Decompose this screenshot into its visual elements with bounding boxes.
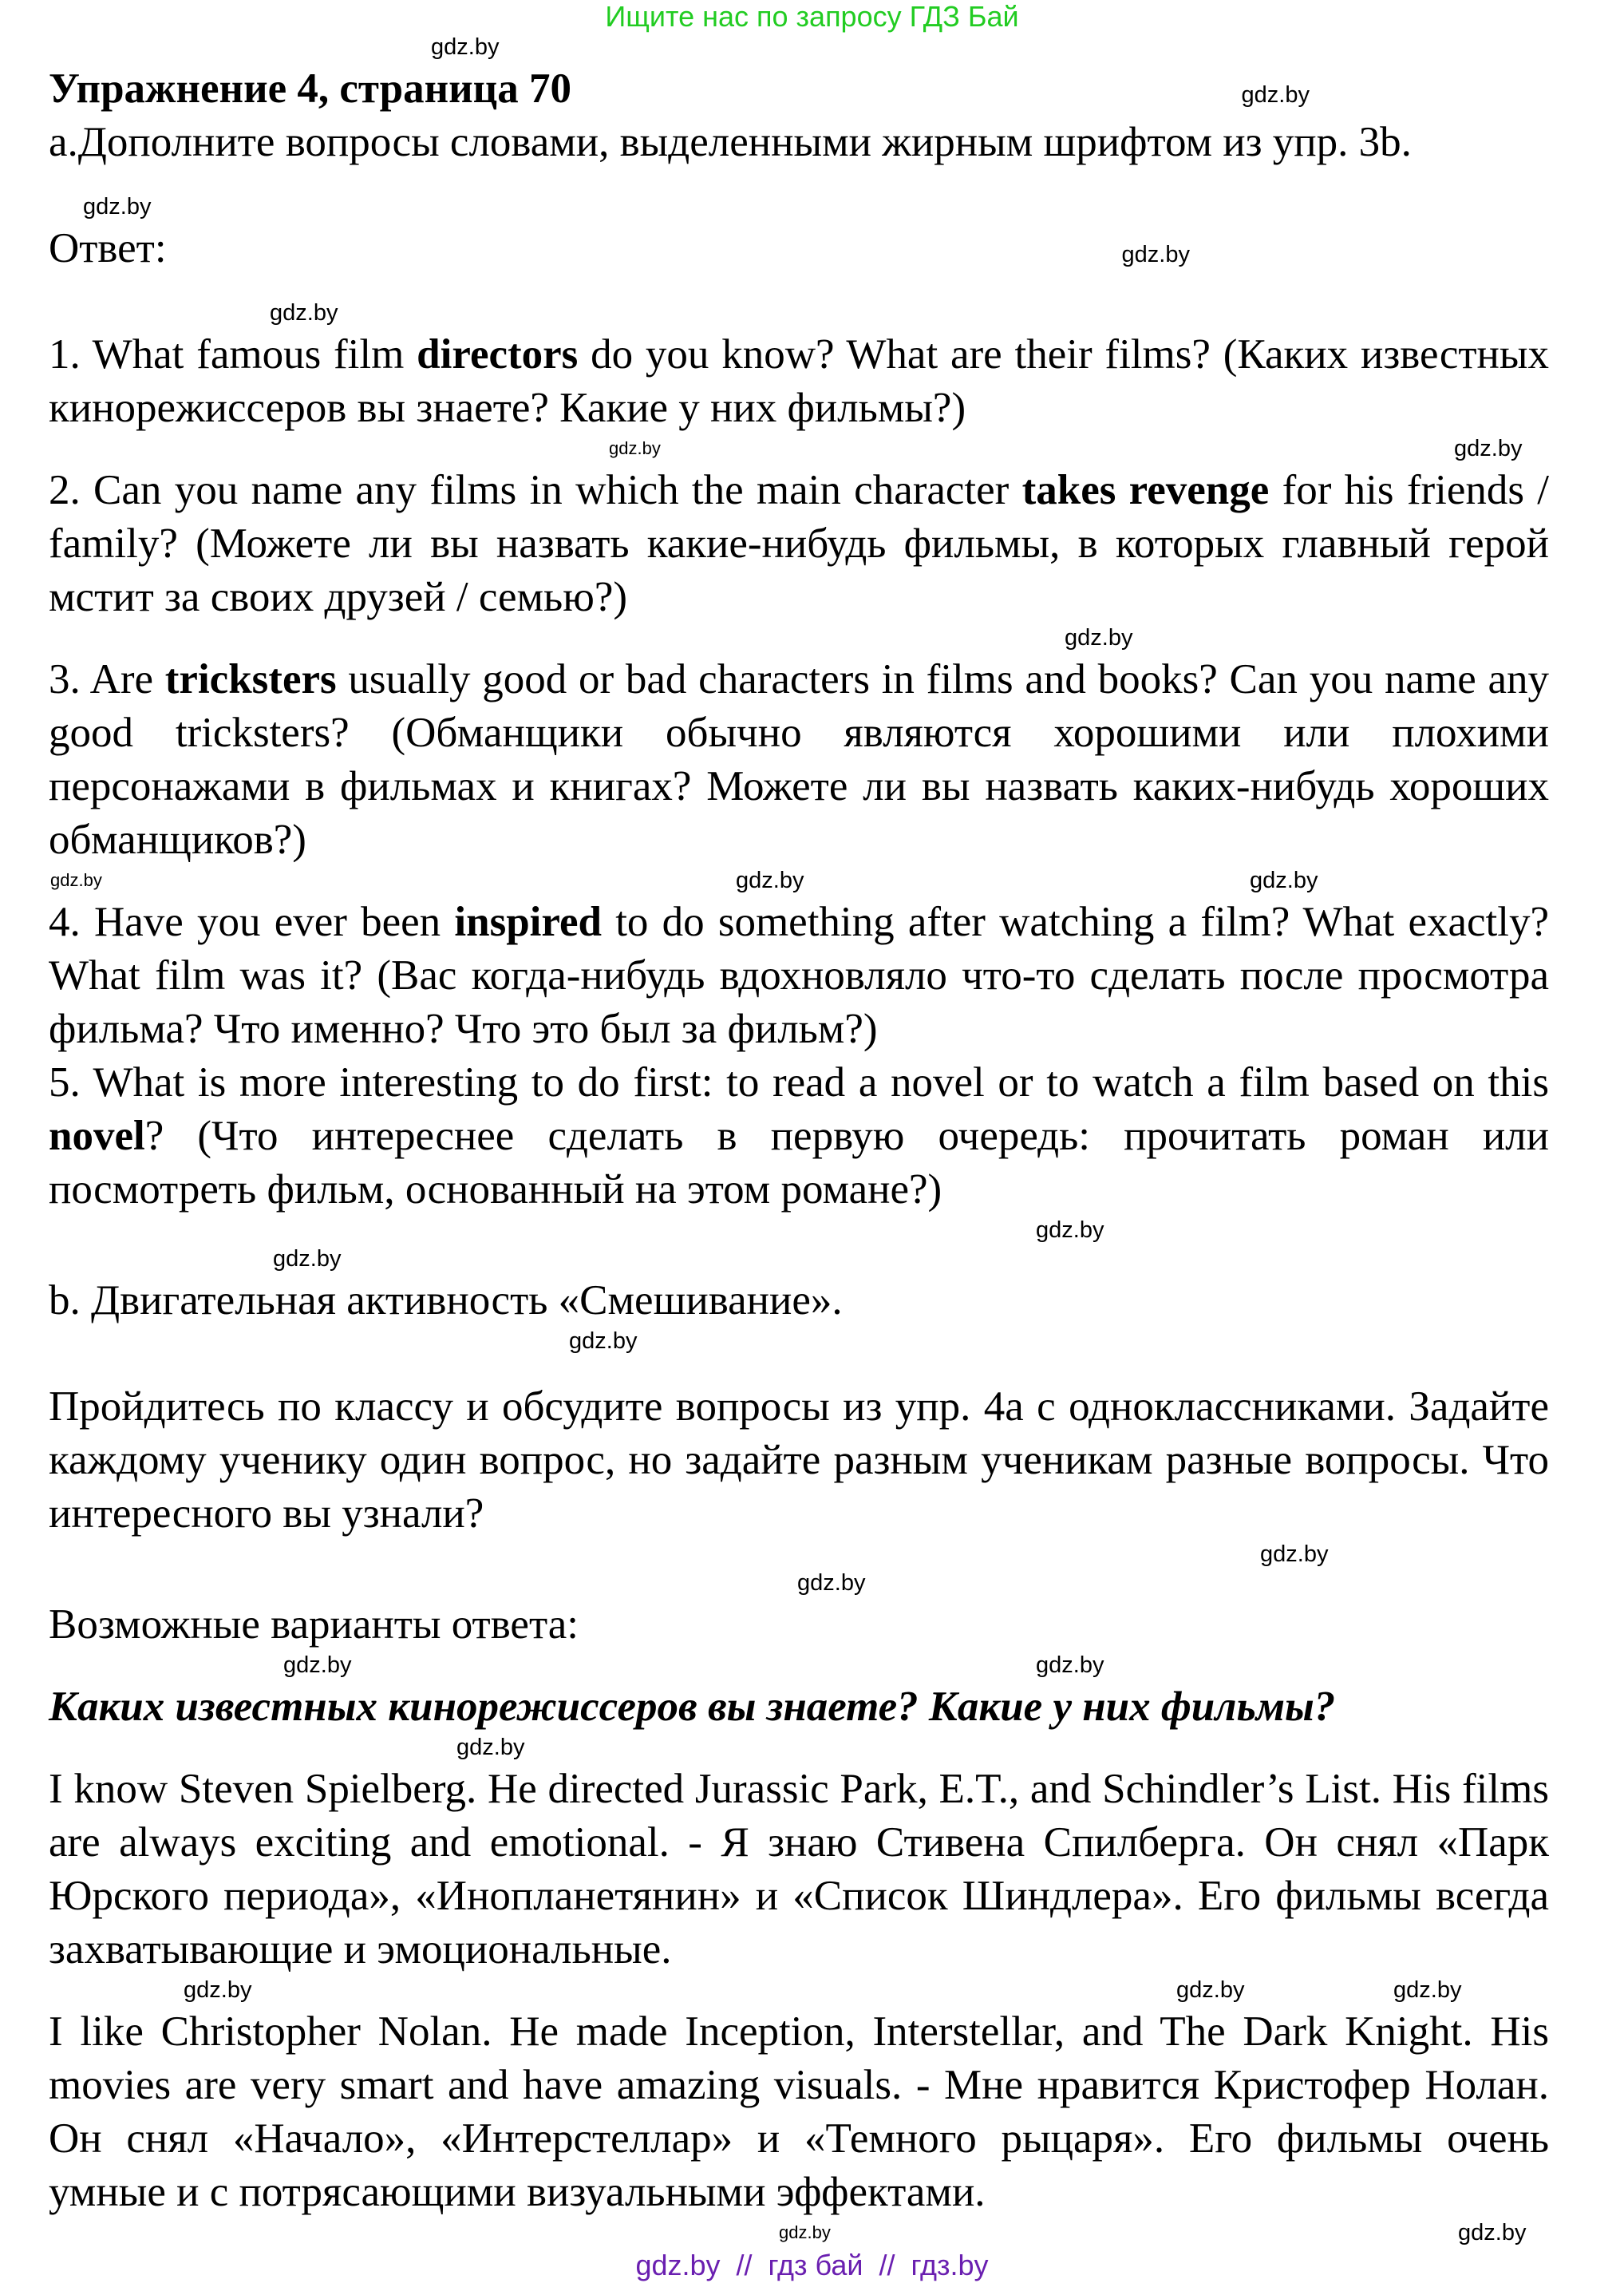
item-text: 1. What famous film bbox=[49, 331, 417, 378]
possible-answers-label: Возможные варианты ответа: bbox=[49, 1601, 579, 1648]
item-keyword: tricksters bbox=[164, 656, 337, 702]
item-text: 5. What is more interesting to do first: to read a novel or to watch a film based on this bbox=[49, 1059, 1549, 1106]
watermark-row bbox=[49, 1217, 1549, 1245]
watermark-row bbox=[49, 867, 1549, 896]
watermark-row bbox=[49, 34, 1549, 62]
watermark: gdz.by bbox=[1393, 1977, 1462, 2003]
item-text: ? (Что интереснее сделать в первую очередь: прочитать роман или посмотреть фильм, основанный на этом романе?) bbox=[49, 1113, 1549, 1213]
watermark-row bbox=[49, 624, 1549, 653]
watermark: gdz.by bbox=[1454, 436, 1523, 461]
task-b: b. Двигательная активность «Смешивание». bbox=[49, 1277, 843, 1324]
item-keyword: takes revenge bbox=[1021, 467, 1270, 513]
answer-paragraph-2: I like Christopher Nolan. He made Inception, Interstellar, and The Dark Knight. His movies are very smart and have amazing visuals. - Мне нравится Кристофер Нолан. Он снял «Начало», «Интерстеллар» и «Темного рыцаря». Его фильмы очень умные и с потрясающими визуальными эффектами. bbox=[49, 2008, 1549, 2215]
watermark-row bbox=[49, 1734, 1549, 1763]
item-keyword: novel bbox=[49, 1113, 145, 1159]
watermark-row bbox=[49, 1652, 1549, 1680]
item-text: 3. Are bbox=[49, 656, 165, 702]
watermark-row bbox=[49, 299, 1549, 328]
watermark: gdz.by bbox=[736, 868, 804, 893]
watermark: gdz.by bbox=[1036, 1217, 1104, 1243]
watermark-row bbox=[49, 2219, 1549, 2248]
watermark: gdz.by bbox=[270, 300, 338, 326]
watermark: gdz.by bbox=[1065, 625, 1133, 651]
watermark: gdz.by bbox=[83, 194, 152, 220]
question-item-5 bbox=[49, 1056, 1549, 1217]
search-banner: Ищите нас по запросу ГДЗ Бай bbox=[605, 0, 1019, 33]
answer-label: Ответ: bbox=[49, 225, 167, 271]
watermark: gdz.by bbox=[1260, 1541, 1329, 1567]
item-text: usually good or bad characters in films and books? Can you name any good tricksters? (Обманщики обычно являются хорошими или плохими персонажами в фильмах и книгах? Можете ли вы назвать каких-нибудь хороших обманщиков?) bbox=[49, 656, 1549, 863]
watermark: gdz.by bbox=[184, 1977, 252, 2003]
watermark: gdz.by bbox=[283, 1652, 352, 1678]
watermark: gdz.by bbox=[50, 870, 102, 890]
item-text: for his friends / family? (Можете ли вы назвать какие-нибудь фильмы, в которых главный герой мстит за своих друзей / семью?) bbox=[49, 467, 1549, 620]
watermark-row bbox=[49, 1976, 1549, 2005]
question-item-4 bbox=[49, 896, 1549, 1056]
watermark: gdz.by bbox=[1250, 868, 1318, 893]
watermark: gdz.by bbox=[797, 1570, 866, 1596]
question-item-2 bbox=[49, 464, 1549, 624]
question-item-3 bbox=[49, 653, 1549, 867]
item-text: to do something after watching a film? What exactly? What film was it? (Вас когда-нибудь вдохновляло что-то сделать после просмотра фильма? Что именно? Что это был за фильм?) bbox=[49, 899, 1549, 1052]
watermark: gdz.by bbox=[1241, 82, 1310, 108]
watermark: gdz.by bbox=[1176, 1977, 1245, 2003]
item-text: do you know? What are their films? (Каких известных кинорежиссеров вы знаете? Какие у них фильмы?) bbox=[49, 331, 1549, 431]
watermark: gdz.by bbox=[273, 1246, 342, 1272]
watermark: gdz.by bbox=[569, 1328, 638, 1354]
task-a: a.Дополните вопросы словами, выделенными жирным шрифтом из упр. 3b. bbox=[49, 119, 1412, 165]
question-item-1 bbox=[49, 328, 1549, 435]
watermark: gdz.by bbox=[1458, 2220, 1527, 2245]
footer-links[interactable]: gdz.by // гдз бай // гдз.by bbox=[635, 2249, 989, 2281]
title-row bbox=[49, 62, 1549, 116]
watermark-row bbox=[49, 193, 1549, 222]
watermark-row bbox=[49, 1569, 1549, 1598]
item-keyword: inspired bbox=[454, 899, 602, 945]
watermark-row bbox=[49, 1245, 1549, 1274]
item-text: 2. Can you name any films in which the main character bbox=[49, 467, 1022, 513]
task-b-text: Пройдитесь по классу и обсудите вопросы из упр. 4a с одноклассниками. Задайте каждому ученику один вопрос, но задайте разным ученикам разные вопросы. Что интересного вы узнали? bbox=[49, 1383, 1549, 1537]
watermark-row bbox=[49, 1328, 1549, 1356]
question-heading: Каких известных кинорежиссеров вы знаете? Какие у них фильмы? bbox=[49, 1684, 1336, 1730]
item-keyword: directors bbox=[417, 331, 579, 378]
watermark: gdz.by bbox=[1121, 242, 1190, 267]
watermark: gdz.by bbox=[609, 438, 661, 458]
watermark-row bbox=[49, 435, 1549, 464]
answer-paragraph-1: I know Steven Spielberg. He directed Jurassic Park, E.T., and Schindler’s List. His films are always exciting and emotional. - Я знаю Стивена Спилберга. Он снял «Парк Юрского периода», «Инопланетянин» и «Список Шиндлера». Его фильмы всегда захватывающие и эмоциональные. bbox=[49, 1766, 1549, 1972]
watermark-row bbox=[49, 1541, 1549, 1569]
watermark: gdz.by bbox=[456, 1735, 525, 1760]
item-text: 4. Have you ever been bbox=[49, 899, 455, 945]
watermark: gdz.by bbox=[1036, 1652, 1104, 1678]
watermark: gdz.by bbox=[779, 2222, 831, 2242]
watermark: gdz.by bbox=[431, 34, 500, 60]
answer-row bbox=[49, 222, 1549, 275]
page-title: Упражнение 4, страница 70 bbox=[49, 65, 571, 112]
